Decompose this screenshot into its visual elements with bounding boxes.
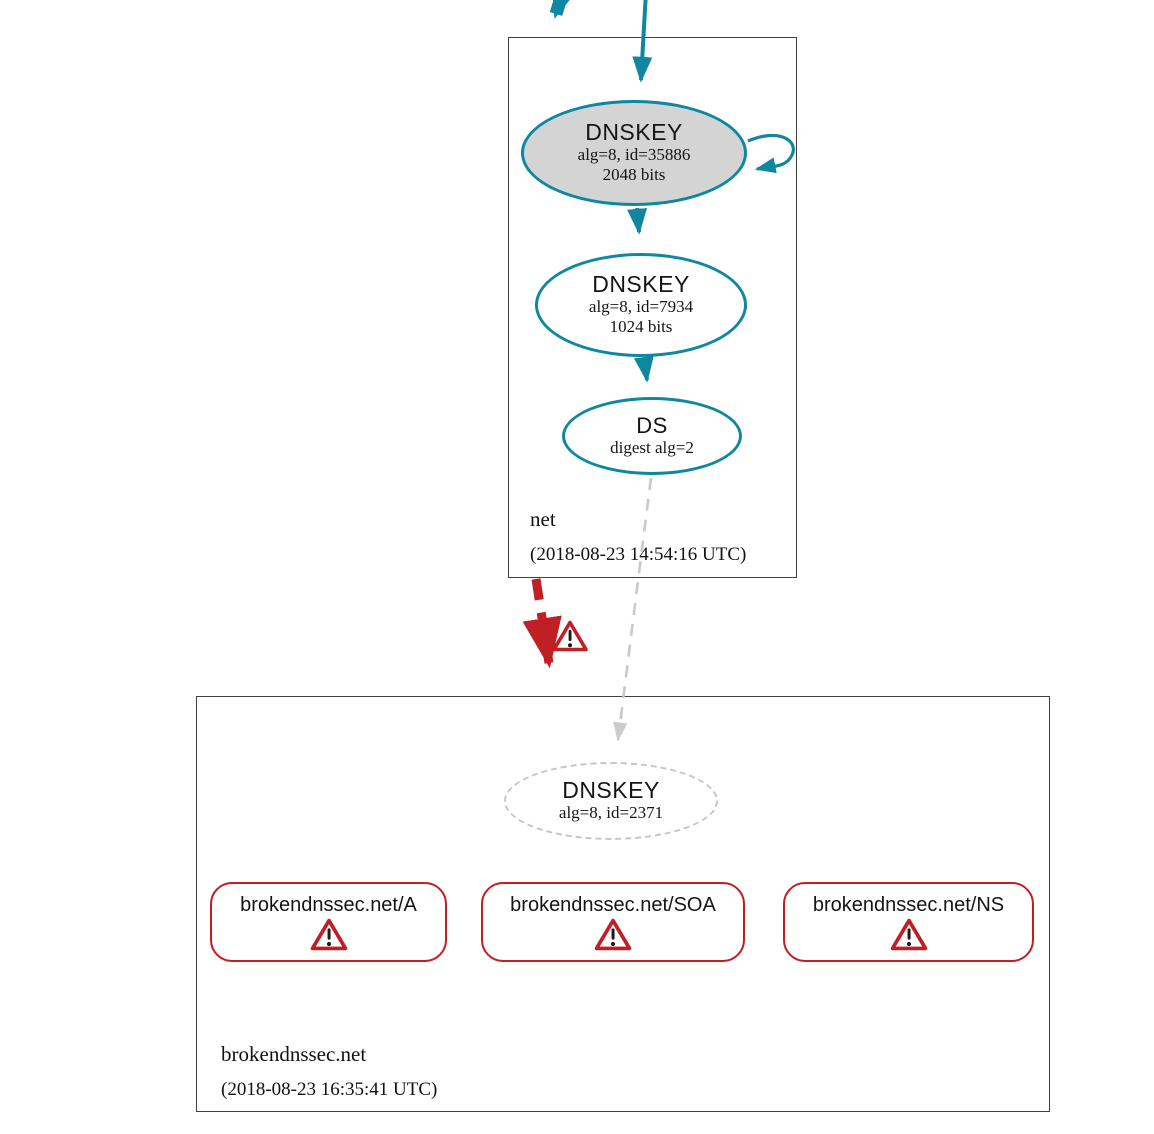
node-dnskey-net-ksk[interactable] xyxy=(521,100,747,206)
node-dnskey-net-zsk[interactable] xyxy=(535,253,747,357)
rrset-brokendnssec-a[interactable] xyxy=(210,882,447,962)
node-dnskey-brokendnssec[interactable] xyxy=(504,762,718,840)
zone-timestamp: (2018-08-23 14:54:16 UTC) xyxy=(530,544,747,565)
node-label: DS xyxy=(636,412,668,438)
edge-net-to-brokendnssec-bogus xyxy=(536,579,549,663)
rrset-label: brokendnssec.net/NS xyxy=(812,894,1005,916)
warning-icon xyxy=(310,918,348,951)
zone-timestamp: (2018-08-23 16:35:41 UTC) xyxy=(221,1079,438,1100)
rrset-brokendnssec-ns[interactable] xyxy=(783,882,1034,962)
zone-name: net xyxy=(530,507,556,531)
delegation-warning-icon xyxy=(552,620,588,652)
node-label: DNSKEY xyxy=(585,119,683,146)
node-detail: alg=8, id=35886 xyxy=(577,145,691,165)
node-detail: digest alg=2 xyxy=(610,437,694,457)
zone-label-net xyxy=(530,507,746,566)
rrset-label: brokendnssec.net/A xyxy=(240,894,417,916)
warning-icon xyxy=(594,918,632,951)
edge-parent-to-net-ksk-thick xyxy=(556,0,567,14)
warning-icon xyxy=(890,918,928,951)
zone-name: brokendnssec.net xyxy=(221,1042,367,1066)
node-ds-net[interactable] xyxy=(562,397,742,475)
rrset-brokendnssec-soa[interactable] xyxy=(481,882,745,962)
node-detail2: 2048 bits xyxy=(602,165,666,185)
rrset-label: brokendnssec.net/SOA xyxy=(510,894,716,916)
node-detail2: 1024 bits xyxy=(609,317,673,337)
node-label: DNSKEY xyxy=(562,777,660,804)
node-detail: alg=8, id=7934 xyxy=(588,297,694,317)
node-detail: alg=8, id=2371 xyxy=(558,803,664,823)
zone-label-brokendnssec-net xyxy=(221,1042,437,1101)
node-label: DNSKEY xyxy=(592,271,690,298)
warning-icon xyxy=(552,620,588,652)
